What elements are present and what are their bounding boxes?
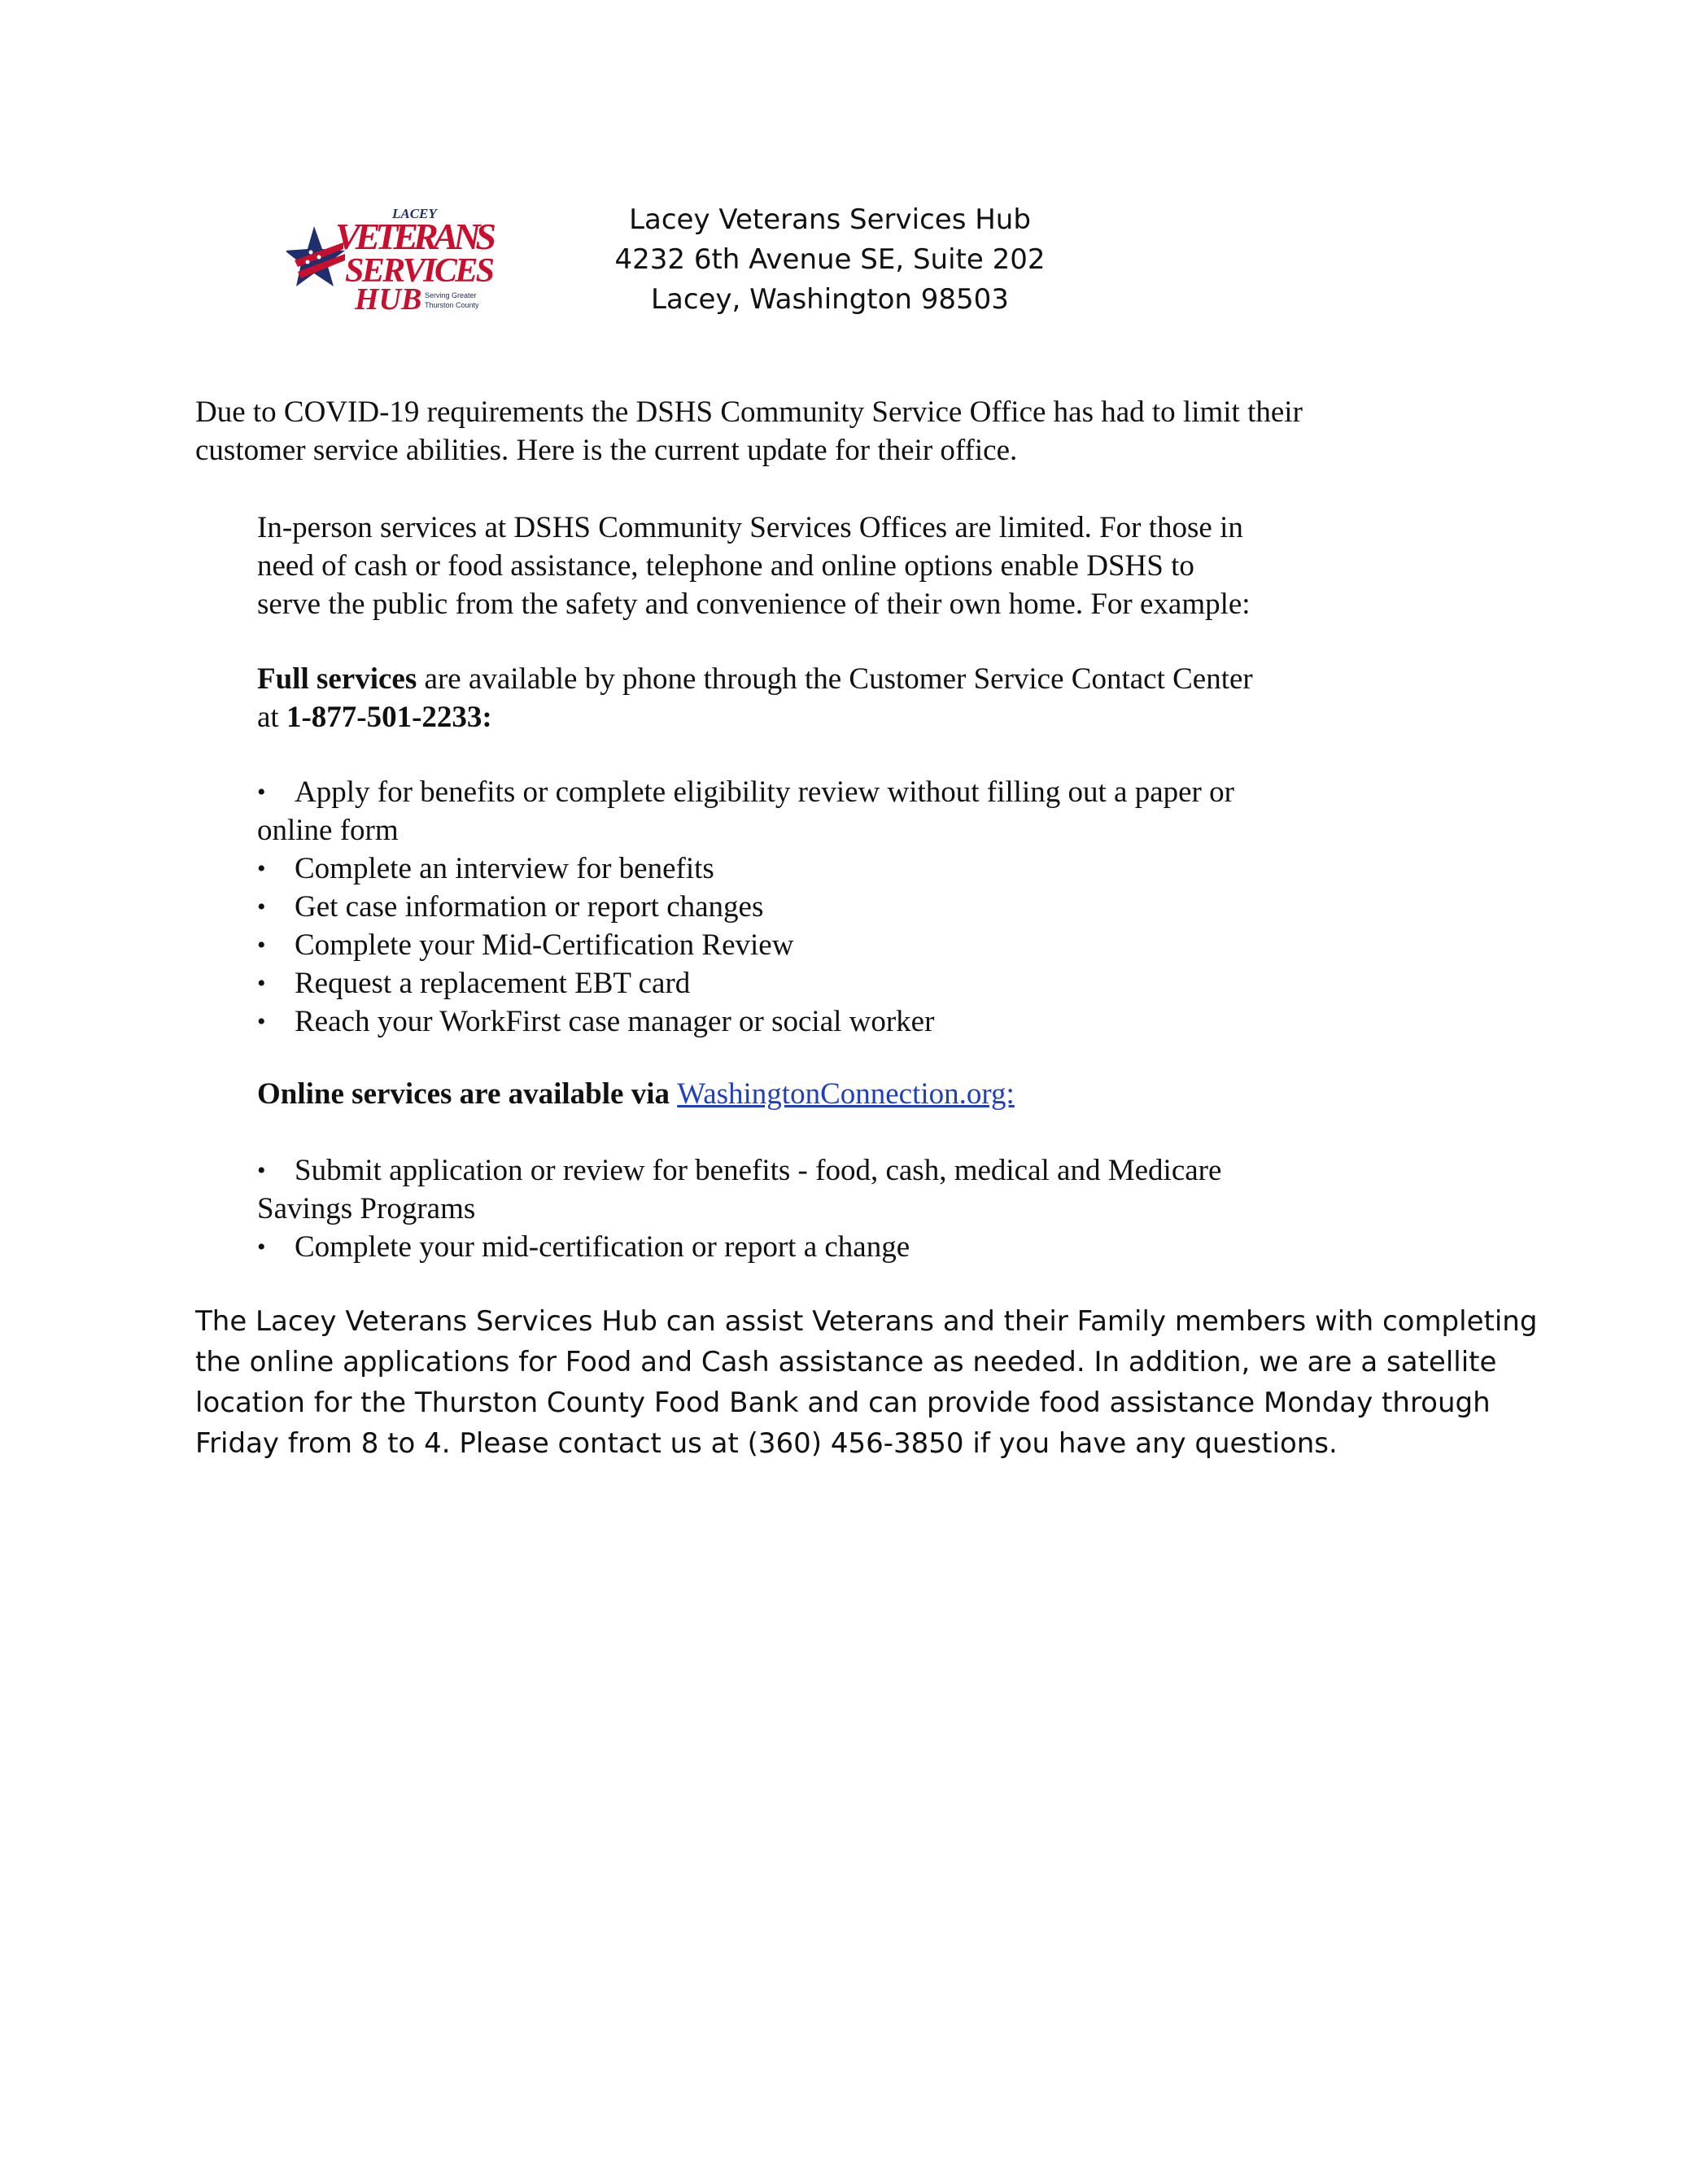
list-item	[257, 964, 1396, 1002]
full-services-line-1	[257, 660, 1396, 698]
in-person-line-3: serve the public from the safety and convenience of their own home. For example:	[257, 587, 1251, 621]
logo-line-veterans: VETERANS	[335, 216, 496, 257]
list-item-text: Complete your mid-certification or report a change	[295, 1230, 910, 1264]
list-item-text: Complete an interview for benefits	[295, 852, 714, 885]
logo-tagline-1: Serving Greater	[425, 291, 477, 299]
full-services-at: at	[257, 701, 286, 734]
logo-tagline-2: Thurston County	[425, 301, 479, 309]
bullet-icon: •	[257, 1234, 266, 1260]
full-services-line-2	[257, 698, 1396, 736]
phone-services-list	[257, 773, 1396, 1041]
street-address: 4232 6th Avenue SE, Suite 202	[614, 243, 1046, 276]
list-item	[257, 1002, 1396, 1041]
address-block	[594, 200, 1066, 320]
contact-center-phone: 1-877-501-2233:	[286, 701, 492, 734]
list-item-text: Get case information or report changes	[295, 890, 764, 924]
bullet-icon: •	[257, 855, 266, 882]
list-item-continuation: online form	[257, 814, 399, 847]
list-item-continuation: Savings Programs	[257, 1192, 476, 1225]
list-item	[257, 850, 1396, 888]
logo-line-hub: HUB	[355, 282, 422, 312]
list-item	[257, 926, 1396, 964]
closing-paragraph	[195, 1301, 1538, 1464]
bullet-icon: •	[257, 1157, 266, 1184]
city-state-zip: Lacey, Washington 98503	[651, 283, 1009, 316]
list-item	[257, 773, 1396, 811]
list-item-text: Complete your Mid-Certification Review	[295, 928, 794, 962]
intro-line-1: Due to COVID-19 requirements the DSHS Community Service Office has had to limit their	[195, 395, 1303, 429]
bullet-icon: •	[257, 1008, 266, 1035]
full-services-paragraph	[257, 660, 1396, 736]
logo-graphic	[286, 203, 500, 312]
washington-connection-link[interactable]: WashingtonConnection.org:	[677, 1077, 1015, 1111]
full-services-bold: Full services	[257, 662, 417, 696]
list-item-text: Reach your WorkFirst case manager or social worker	[295, 1005, 935, 1038]
in-person-line-2: need of cash or food assistance, telephone and online options enable DSHS to	[257, 549, 1194, 583]
in-person-paragraph	[257, 509, 1396, 623]
bullet-icon: •	[257, 932, 266, 959]
bullet-icon: •	[257, 779, 266, 806]
list-item-text: Request a replacement EBT card	[295, 967, 691, 1000]
closing-line-2: the online applications for Food and Cash assistance as needed. In addition, we are a satellite	[195, 1346, 1497, 1378]
list-item-text: Submit application or review for benefits - food, cash, medical and Medicare	[295, 1154, 1222, 1187]
list-item	[257, 888, 1396, 926]
list-item-text: Apply for benefits or complete eligibility review without filling out a paper or	[295, 775, 1234, 809]
list-item	[257, 1228, 1396, 1266]
bullet-icon: •	[257, 893, 266, 920]
bullet-icon: •	[257, 970, 266, 997]
in-person-line-1: In-person services at DSHS Community Services Offices are limited. For those in	[257, 511, 1243, 544]
closing-line-1: The Lacey Veterans Services Hub can assist Veterans and their Family members with completing	[195, 1305, 1538, 1338]
org-name: Lacey Veterans Services Hub	[629, 203, 1031, 236]
online-services-list	[257, 1151, 1396, 1266]
logo-small-text: LACEY	[392, 206, 437, 221]
closing-line-3: location for the Thurston County Food Bank and can provide food assistance Monday through	[195, 1387, 1491, 1419]
online-services-bold: Online services are available via	[257, 1077, 678, 1111]
list-item	[257, 1151, 1396, 1190]
intro-line-2: customer service abilities. Here is the current update for their office.	[195, 434, 1018, 467]
closing-line-4: Friday from 8 to 4. Please contact us at (360) 456-3850 if you have any questions.	[195, 1427, 1338, 1460]
logo-line-services: SERVICES	[345, 252, 495, 290]
intro-paragraph	[195, 393, 1513, 470]
online-services-paragraph	[257, 1075, 1396, 1113]
lacey-veterans-services-hub-logo	[286, 203, 500, 312]
online-services-line	[257, 1075, 1396, 1113]
full-services-rest: are available by phone through the Customer Service Contact Center	[417, 662, 1253, 696]
